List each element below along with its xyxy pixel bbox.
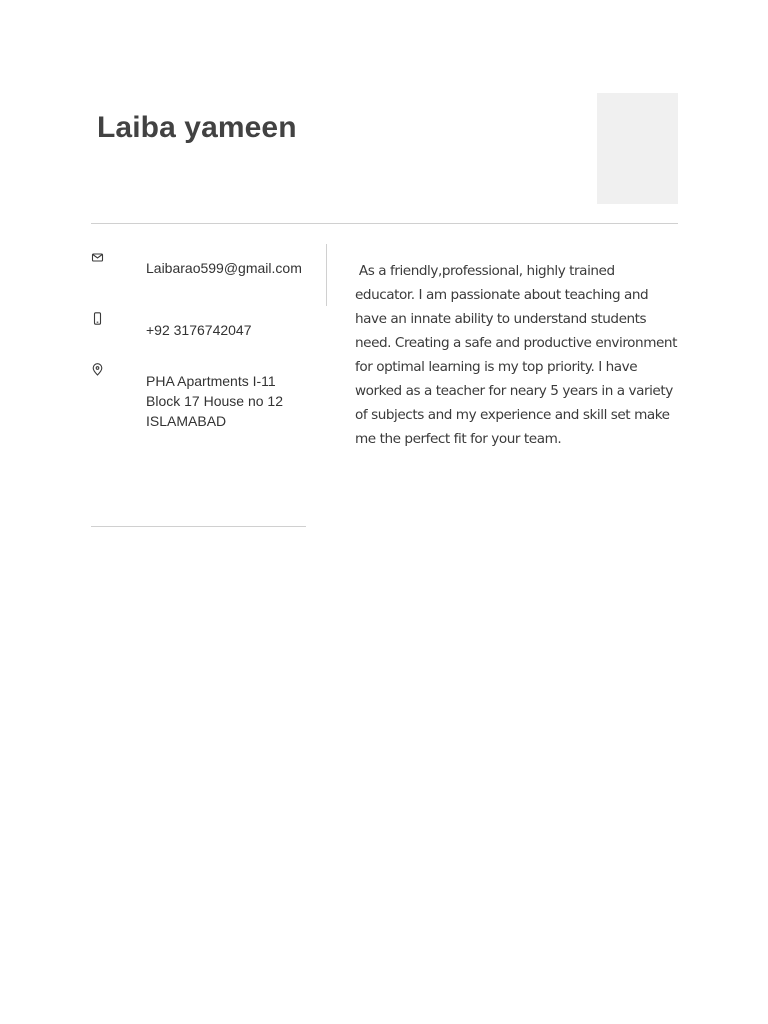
postal-address: [146, 371, 316, 431]
profile-summary: As a friendly,professional, highly trained educator. I am passionate about teaching and have an innate ability to understand students need. Creating a safe and productive environment for optimal learning is my top priority. I have worked as a teacher for neary 5 years in a variety of subjects and my experience and skill set make me the perfect fit for your team.: [355, 263, 681, 447]
resume-name: Laiba yameen: [97, 111, 297, 144]
contact-section-divider: [91, 526, 306, 527]
location-pin-icon: [91, 363, 104, 376]
header-divider: [91, 223, 678, 224]
column-divider: [326, 244, 327, 306]
email-address[interactable]: Laibarao599@gmail.com: [146, 260, 302, 276]
mobile-phone-icon: [91, 312, 104, 325]
address-line: ISLAMABAD: [146, 413, 227, 429]
envelope-icon: [91, 251, 104, 264]
address-line: PHA Apartments I-11: [146, 373, 276, 389]
profile-photo-placeholder: [597, 93, 678, 204]
address-line: Block 17 House no 12: [146, 393, 283, 409]
phone-number[interactable]: +92 3176742047: [146, 322, 252, 338]
